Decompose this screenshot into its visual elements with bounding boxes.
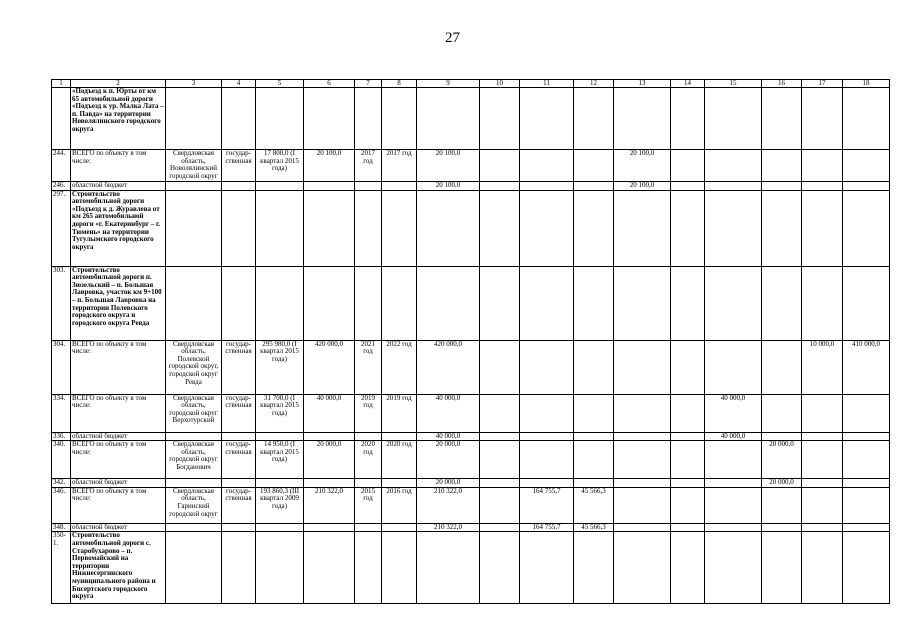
column-header: 4 xyxy=(222,80,256,88)
table-cell xyxy=(574,479,614,488)
table-cell xyxy=(256,182,304,191)
table-cell xyxy=(355,88,382,150)
table-cell xyxy=(574,266,614,340)
table-cell: государ-ственная xyxy=(222,340,256,394)
row-number-cell: 350-1. xyxy=(52,532,71,604)
table-cell xyxy=(520,432,574,441)
table-cell xyxy=(480,479,520,488)
table-cell: 2017 год xyxy=(355,150,382,182)
table-cell xyxy=(762,487,802,523)
table-cell: Свердловская область, Новолялинский городской округ xyxy=(166,150,222,182)
table-cell xyxy=(614,479,671,488)
table-cell: государ-ственная xyxy=(222,394,256,432)
table-cell: 420 000,0 xyxy=(417,340,480,394)
object-title: «Подъезд к п. Юрты от км 65 автомобильной дороги «Подъезд к ур. Малка Лата – п. Павда» на территории Новолялинского городского округа xyxy=(72,87,164,133)
table-cell xyxy=(671,479,705,488)
table-row xyxy=(52,190,890,266)
table-cell xyxy=(705,88,762,150)
table-cell xyxy=(802,487,843,523)
table-cell xyxy=(802,88,843,150)
table-cell xyxy=(671,190,705,266)
table-cell: 210 322,0 xyxy=(304,487,355,523)
table-cell xyxy=(762,150,802,182)
table-cell xyxy=(614,266,671,340)
table-cell xyxy=(843,487,890,523)
table-cell xyxy=(417,190,480,266)
table-cell xyxy=(480,340,520,394)
row-number-cell: 348. xyxy=(52,523,71,532)
table-cell xyxy=(304,523,355,532)
table-cell: 295 980,0 (I квартал 2015 года) xyxy=(256,340,304,394)
table-cell xyxy=(382,523,417,532)
row-number-cell: 346. xyxy=(52,487,71,523)
table-cell xyxy=(520,479,574,488)
table-cell xyxy=(480,532,520,604)
table-cell xyxy=(304,432,355,441)
table-cell: 210 322,0 xyxy=(417,487,480,523)
table-cell: 20 000,0 xyxy=(304,441,355,479)
row-number-cell: 246. xyxy=(52,182,71,191)
column-header: 3 xyxy=(166,80,222,88)
table-cell xyxy=(382,266,417,340)
table-cell: 20 100,0 xyxy=(614,150,671,182)
table-cell xyxy=(304,182,355,191)
table-cell: 2019 год xyxy=(382,394,417,432)
table-cell xyxy=(355,190,382,266)
table-cell xyxy=(256,190,304,266)
table-cell xyxy=(614,487,671,523)
table-cell xyxy=(843,441,890,479)
table-cell xyxy=(671,182,705,191)
table-cell: 2020 год xyxy=(355,441,382,479)
table-cell xyxy=(671,340,705,394)
table-cell xyxy=(614,441,671,479)
table-cell xyxy=(166,182,222,191)
table-row xyxy=(52,441,890,479)
table-cell: 410 000,0 xyxy=(843,340,890,394)
table-cell xyxy=(802,479,843,488)
column-header: 2 xyxy=(71,80,166,88)
table-cell xyxy=(705,150,762,182)
table-cell xyxy=(480,441,520,479)
table-cell xyxy=(614,532,671,604)
column-header: 12 xyxy=(574,80,614,88)
table-cell xyxy=(705,190,762,266)
column-header: 16 xyxy=(762,80,802,88)
table-cell xyxy=(417,532,480,604)
row-number-cell: 244. xyxy=(52,150,71,182)
table-cell xyxy=(843,150,890,182)
table-row xyxy=(52,394,890,432)
table-cell xyxy=(520,266,574,340)
object-title: Строительство автомобильной дороги с. Старобухарово – п. Первомайский на территории Нижнесергинского муниципального района и Бисертского городского округа xyxy=(72,531,156,601)
table-cell xyxy=(705,487,762,523)
table-cell xyxy=(574,340,614,394)
table-cell xyxy=(256,479,304,488)
table-cell xyxy=(762,523,802,532)
table-cell xyxy=(843,432,890,441)
table-cell: 40 000,0 xyxy=(417,394,480,432)
table-cell: областной бюджет xyxy=(71,182,166,191)
table-cell: 20 000,0 xyxy=(417,479,480,488)
table-cell xyxy=(671,532,705,604)
table-cell xyxy=(705,266,762,340)
column-header: 17 xyxy=(802,80,843,88)
table-cell xyxy=(166,479,222,488)
table-cell xyxy=(802,441,843,479)
column-header: 7 xyxy=(355,80,382,88)
table-cell xyxy=(574,394,614,432)
table-cell xyxy=(256,523,304,532)
table-cell: 2015 год xyxy=(355,487,382,523)
column-header: 11 xyxy=(520,80,574,88)
column-header: 8 xyxy=(382,80,417,88)
table-row xyxy=(52,487,890,523)
table-cell xyxy=(843,532,890,604)
table-cell xyxy=(802,523,843,532)
table-cell xyxy=(382,479,417,488)
table-cell xyxy=(520,150,574,182)
column-header: 9 xyxy=(417,80,480,88)
table-cell xyxy=(843,394,890,432)
table-cell xyxy=(614,394,671,432)
table-cell xyxy=(304,88,355,150)
table-cell: ВСЕГО по объекту в том числе: xyxy=(71,394,166,432)
table-cell: ВСЕГО по объекту в том числе: xyxy=(71,150,166,182)
table-cell xyxy=(222,88,256,150)
table-cell xyxy=(304,532,355,604)
column-header: 10 xyxy=(480,80,520,88)
table-cell xyxy=(222,523,256,532)
table-cell xyxy=(166,532,222,604)
table-cell: 164 755,7 xyxy=(520,487,574,523)
table-cell xyxy=(520,394,574,432)
table-cell xyxy=(222,479,256,488)
table-cell xyxy=(382,182,417,191)
table-cell: 20 000,0 xyxy=(762,479,802,488)
table-cell: 31 700,0 (I квартал 2015 года) xyxy=(256,394,304,432)
table-cell xyxy=(671,88,705,150)
budget-table xyxy=(51,79,890,604)
table-cell xyxy=(843,182,890,191)
table-cell: 420 000,0 xyxy=(304,340,355,394)
page-number: 27 xyxy=(445,30,460,46)
table-cell: областной бюджет xyxy=(71,479,166,488)
table-cell xyxy=(304,479,355,488)
table-cell: 20 000,0 xyxy=(417,441,480,479)
table-cell xyxy=(222,432,256,441)
column-header: 15 xyxy=(705,80,762,88)
column-header: 18 xyxy=(843,80,890,88)
table-cell: 45 566,3 xyxy=(574,487,614,523)
column-header: 13 xyxy=(614,80,671,88)
table-cell xyxy=(222,532,256,604)
table-cell xyxy=(304,190,355,266)
row-number-cell: 334. xyxy=(52,394,71,432)
table-cell xyxy=(480,150,520,182)
table-cell xyxy=(705,182,762,191)
table-cell xyxy=(480,182,520,191)
table-cell xyxy=(762,266,802,340)
table-cell xyxy=(802,182,843,191)
table-cell: областной бюджет xyxy=(71,432,166,441)
table-cell xyxy=(802,150,843,182)
table-cell xyxy=(671,394,705,432)
table-cell xyxy=(304,266,355,340)
table-cell xyxy=(355,532,382,604)
table-cell: Свердловская область, городской округ Богданович xyxy=(166,441,222,479)
table-cell xyxy=(222,266,256,340)
table-cell xyxy=(574,432,614,441)
table-cell xyxy=(802,266,843,340)
table-row xyxy=(52,182,890,191)
table-row xyxy=(52,432,890,441)
table-cell: 10 000,0 xyxy=(802,340,843,394)
table-cell xyxy=(843,266,890,340)
table-cell xyxy=(355,266,382,340)
table-cell xyxy=(762,532,802,604)
table-cell: Свердловская область, Гаринский городской округ xyxy=(166,487,222,523)
table-cell xyxy=(574,441,614,479)
table-cell xyxy=(671,432,705,441)
table-cell xyxy=(614,340,671,394)
table-cell xyxy=(705,532,762,604)
table-cell: Свердловская область, Полевской городской округ, городской округ Ревда xyxy=(166,340,222,394)
table-cell: 40 000,0 xyxy=(417,432,480,441)
table-cell: областной бюджет xyxy=(71,523,166,532)
table-cell xyxy=(843,190,890,266)
table-cell: 210 322,0 xyxy=(417,523,480,532)
table-cell xyxy=(762,182,802,191)
table-cell xyxy=(71,266,166,340)
table-cell xyxy=(762,190,802,266)
table-cell xyxy=(480,394,520,432)
table-cell: 20 100,0 xyxy=(417,150,480,182)
table-cell xyxy=(256,266,304,340)
table-cell: 17 800,0 (I квартал 2015 года) xyxy=(256,150,304,182)
table-cell xyxy=(802,532,843,604)
row-number-cell: 297. xyxy=(52,190,71,266)
row-number-cell: 303. xyxy=(52,266,71,340)
table-cell xyxy=(480,523,520,532)
table-cell xyxy=(480,432,520,441)
table-cell xyxy=(480,487,520,523)
row-number-cell: 342. xyxy=(52,479,71,488)
table-cell xyxy=(382,88,417,150)
table-cell: 164 755,7 xyxy=(520,523,574,532)
table-cell xyxy=(762,88,802,150)
column-header: 14 xyxy=(671,80,705,88)
table-cell: ВСЕГО по объекту в том числе: xyxy=(71,441,166,479)
table-cell xyxy=(574,532,614,604)
table-cell xyxy=(520,190,574,266)
table-cell xyxy=(614,523,671,532)
row-number-cell: 304. xyxy=(52,340,71,394)
table-cell xyxy=(71,88,166,150)
table-cell xyxy=(762,394,802,432)
table-cell xyxy=(520,532,574,604)
table-cell xyxy=(843,88,890,150)
table-cell xyxy=(480,88,520,150)
table-cell: 2019 год xyxy=(355,394,382,432)
column-header: 5 xyxy=(256,80,304,88)
table-cell xyxy=(166,190,222,266)
table-cell xyxy=(671,487,705,523)
table-cell: 40 000,0 xyxy=(705,432,762,441)
object-title: Строительство автомобильной дороги п. Зюзельский – п. Большая Лавровка, участок км 9+100 – п. Большая Лавровка на территории Полевского городского округа и городского округа Ревда xyxy=(72,266,162,327)
table-cell xyxy=(166,266,222,340)
table-cell xyxy=(520,441,574,479)
table-cell xyxy=(417,266,480,340)
table-cell: ВСЕГО по объекту в том числе: xyxy=(71,340,166,394)
table-row xyxy=(52,150,890,182)
table-cell: ВСЕГО по объекту в том числе: xyxy=(71,487,166,523)
table-row xyxy=(52,523,890,532)
object-title: Строительство автомобильной дороги «Подъезд к д. Журавлева от км 265 автомобильной дороги «г. Екатеринбург – г. Тюмень» на территории Тугулымского городского округа xyxy=(72,190,161,251)
table-cell: государ-ственная xyxy=(222,487,256,523)
table-cell: 45 566,3 xyxy=(574,523,614,532)
table-cell: 40 000,0 xyxy=(705,394,762,432)
table-cell xyxy=(671,523,705,532)
table-cell xyxy=(802,432,843,441)
row-number-cell: 336. xyxy=(52,432,71,441)
row-number-cell: 340. xyxy=(52,441,71,479)
table-cell xyxy=(382,190,417,266)
table-cell xyxy=(256,88,304,150)
table-cell xyxy=(705,340,762,394)
table-cell xyxy=(574,190,614,266)
table-cell xyxy=(166,432,222,441)
table-cell xyxy=(520,340,574,394)
table-cell xyxy=(614,432,671,441)
table-cell xyxy=(520,88,574,150)
table-cell: 2020 год xyxy=(382,441,417,479)
table-cell xyxy=(417,88,480,150)
column-header: 1 xyxy=(52,80,71,88)
table-cell xyxy=(480,190,520,266)
table-cell xyxy=(762,340,802,394)
table-header-row xyxy=(52,80,890,88)
table-cell xyxy=(802,190,843,266)
table-cell xyxy=(166,523,222,532)
table-cell xyxy=(671,441,705,479)
table-cell xyxy=(480,266,520,340)
table-row xyxy=(52,479,890,488)
table-cell: 20 000,0 xyxy=(762,441,802,479)
table-cell: 2017 год xyxy=(382,150,417,182)
table-cell: 20 100,0 xyxy=(417,182,480,191)
table-cell xyxy=(843,523,890,532)
table-cell xyxy=(671,150,705,182)
table-cell xyxy=(256,432,304,441)
table-cell xyxy=(574,88,614,150)
table-cell: 193 860,3 (III квартал 2009 года) xyxy=(256,487,304,523)
table-cell xyxy=(355,182,382,191)
table-cell: государ-ственная xyxy=(222,150,256,182)
table-cell xyxy=(705,441,762,479)
table-cell xyxy=(256,532,304,604)
table-cell: 20 100,0 xyxy=(614,182,671,191)
table-cell: 40 000,0 xyxy=(304,394,355,432)
table-cell: 20 100,0 xyxy=(304,150,355,182)
table-cell xyxy=(843,479,890,488)
table-cell xyxy=(222,190,256,266)
table-cell xyxy=(382,432,417,441)
table-row xyxy=(52,88,890,150)
table-cell xyxy=(166,88,222,150)
table-cell: 14 950,0 (I квартал 2015 года) xyxy=(256,441,304,479)
table-cell xyxy=(355,523,382,532)
table-cell xyxy=(705,479,762,488)
table-cell xyxy=(802,394,843,432)
table-cell xyxy=(71,532,166,604)
table-cell xyxy=(762,432,802,441)
table-cell xyxy=(355,432,382,441)
table-cell: Свердловская область, городской округ Верхотурский xyxy=(166,394,222,432)
table-cell xyxy=(614,88,671,150)
table-cell xyxy=(705,523,762,532)
table-cell: 2016 год xyxy=(382,487,417,523)
table-row xyxy=(52,266,890,340)
table-row xyxy=(52,532,890,604)
table-row xyxy=(52,340,890,394)
table-cell: государ-ственная xyxy=(222,441,256,479)
table-cell xyxy=(382,532,417,604)
table-cell xyxy=(574,182,614,191)
table-cell xyxy=(355,479,382,488)
table-cell xyxy=(520,182,574,191)
table-cell: 2021 год xyxy=(355,340,382,394)
row-number-cell xyxy=(52,88,71,150)
table-cell xyxy=(614,190,671,266)
column-header: 6 xyxy=(304,80,355,88)
table-cell xyxy=(71,190,166,266)
table-cell: 2022 год xyxy=(382,340,417,394)
table-cell xyxy=(574,150,614,182)
table-cell xyxy=(222,182,256,191)
table-cell xyxy=(671,266,705,340)
